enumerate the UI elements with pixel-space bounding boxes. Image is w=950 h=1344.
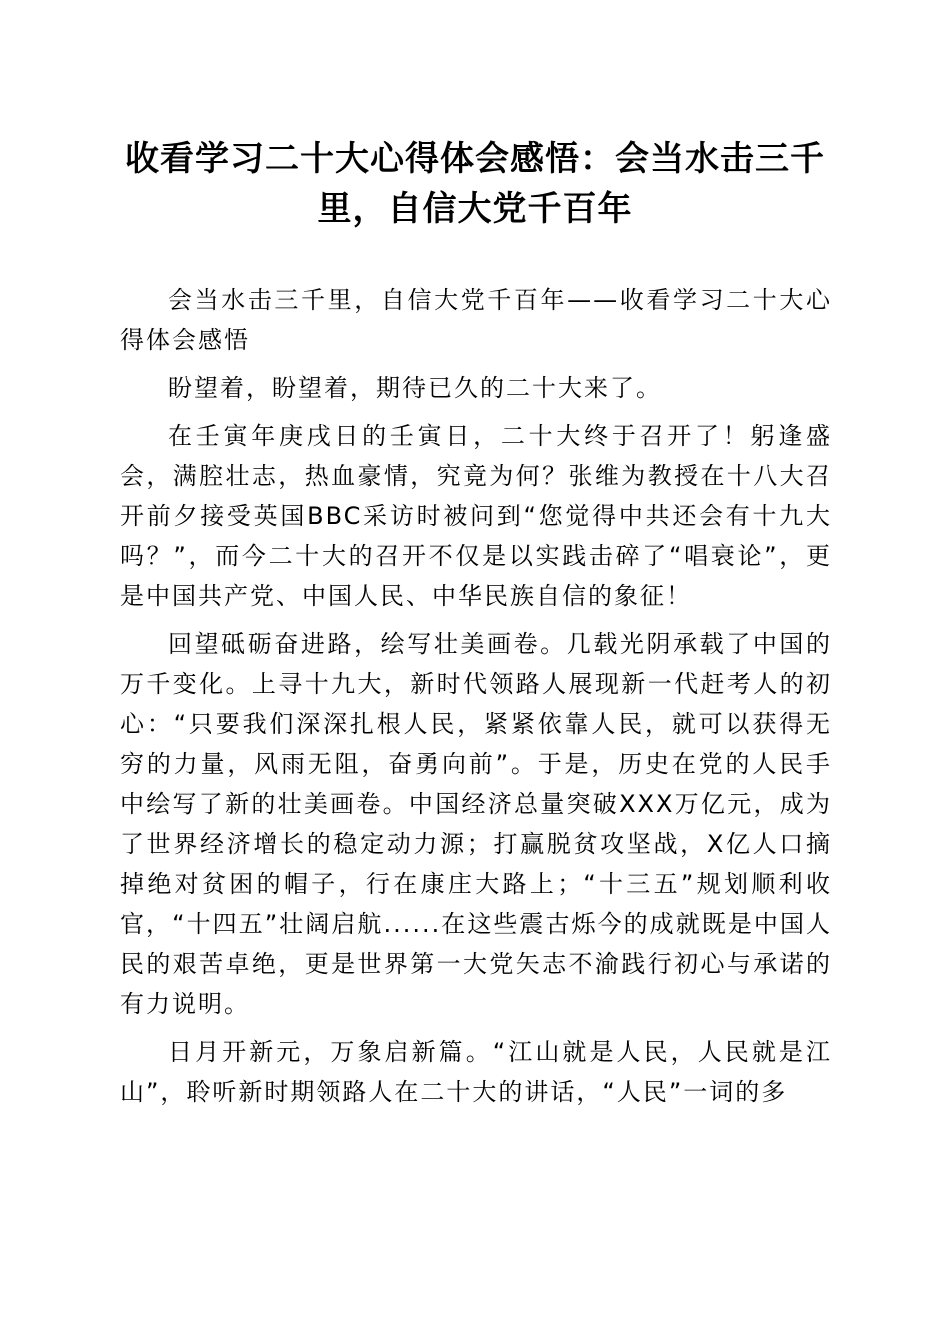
paragraph: 在壬寅年庚戌日的壬寅日，二十大终于召开了！躬逢盛会，满腔壮志，热血豪情，究竟为何？张维为教授在十八大召开前夕接受英国BBC采访时被问到“您觉得中共还会有十九大吗？”，而今二十大的召开不仅是以实践击碎了“唱衰论”，更是中国共产党、中国人民、中华民族自信的象征！ <box>120 422 832 610</box>
paragraph: 回望砥砺奋进路，绘写壮美画卷。几载光阴承载了中国的万千变化。上寻十九大，新时代领路人展现新一代赶考人的初心：“只要我们深深扎根人民，紧紧依靠人民，就可以获得无穷的力量，风雨无阻，奋勇向前”。于是，历史在党的人民手中绘写了新的壮美画卷。中国经济总量突破XXX万亿元，成为了世界经济增长的稳定动力源；打赢脱贫攻坚战，X亿人口摘掉绝对贫困的帽子，行在康庄大路上；“十三五”规划顺利收官，“十四五”壮阔启航......在这些震古烁今的成就既是中国人民的艰苦卓绝，更是世界第一大党矢志不渝践行初心与承诺的有力说明。 <box>120 630 832 1018</box>
paragraph-subtitle: 会当水击三千里，自信大党千百年——收看学习二十大心得体会感悟 <box>120 286 832 354</box>
paragraph: 盼望着，盼望着，期待已久的二十大来了。 <box>168 374 662 402</box>
paragraph: 日月开新元，万象启新篇。“江山就是人民，人民就是江山”，聆听新时期领路人在二十大的讲话，“人民”一词的多 <box>120 1038 832 1106</box>
document-body <box>120 280 832 1120</box>
document-title: 收看学习二十大心得体会感悟：会当水击三千里，自信大党千百年 <box>125 139 825 229</box>
